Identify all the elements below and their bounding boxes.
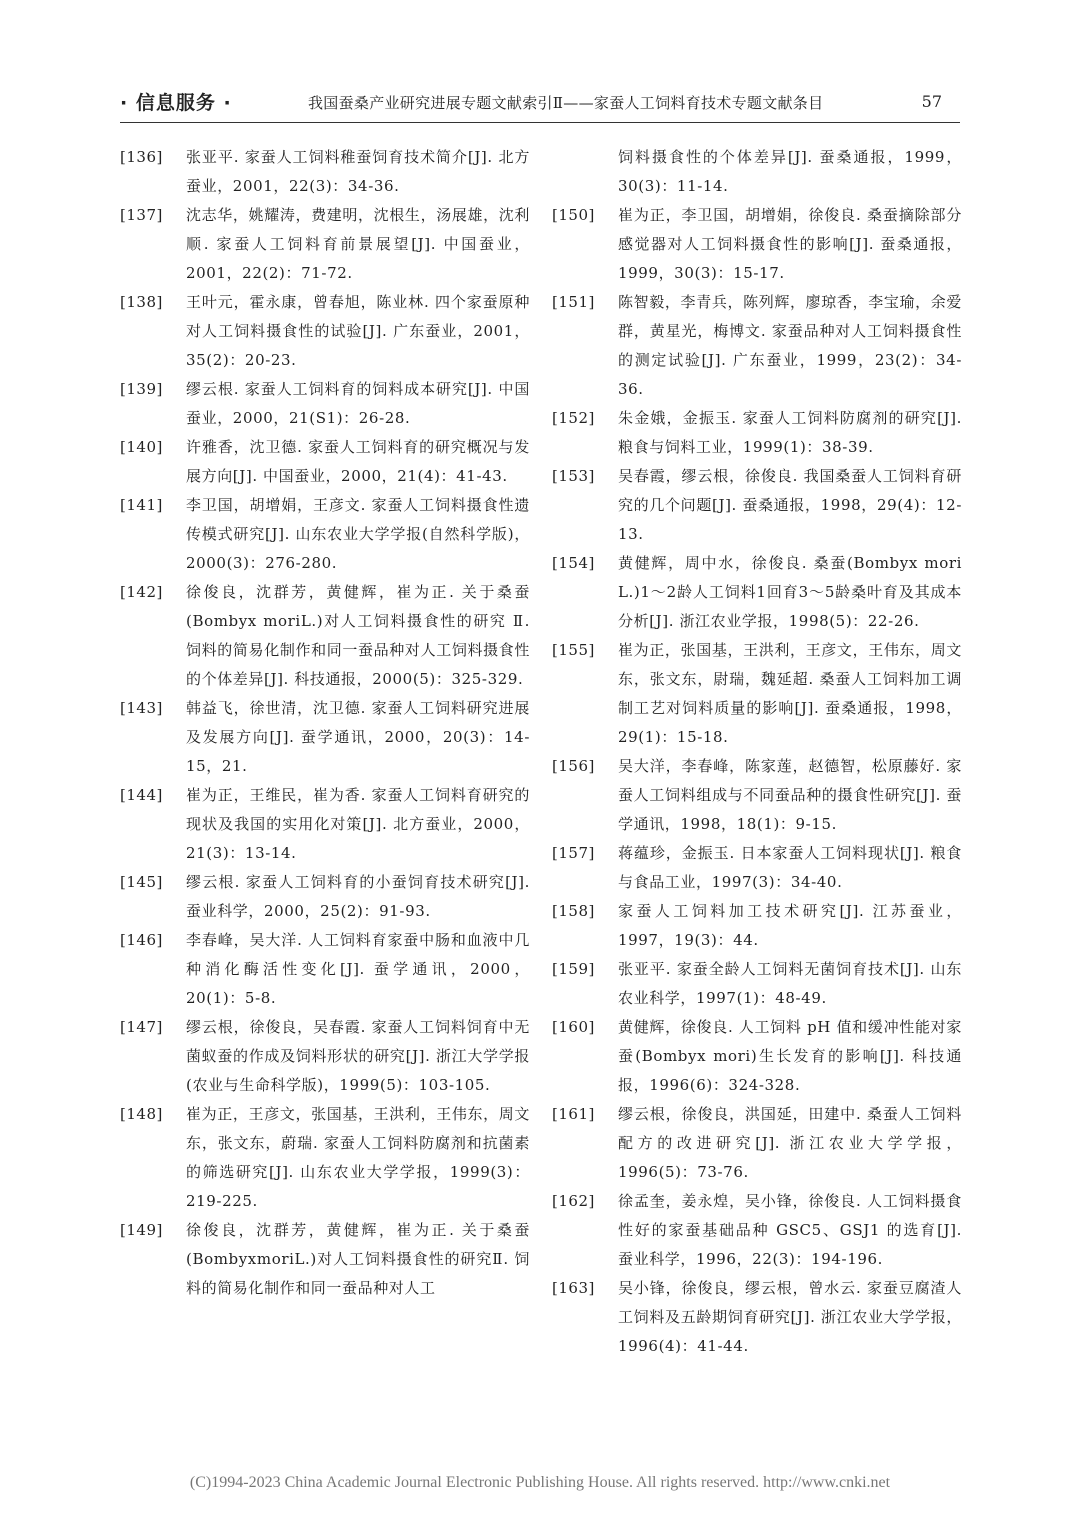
- reference-number: [138]: [120, 293, 163, 311]
- reference-entry: [120, 375, 530, 433]
- reference-number: [158]: [552, 902, 595, 920]
- reference-entry: [120, 288, 530, 375]
- reference-number: [144]: [120, 786, 163, 804]
- reference-number: [149]: [120, 1221, 163, 1239]
- reference-entry: [552, 288, 962, 404]
- reference-number: [153]: [552, 467, 595, 485]
- reference-text: 黄健辉，周中水，徐俊良. 桑蚕(Bombyx mori L.)1～2龄人工饲料1回育3～5龄桑叶育及其成本分析[J]. 浙江农业学报，1998(5)：22-26.: [618, 554, 962, 630]
- running-title: 我国蚕桑产业研究进展专题文献索引Ⅱ——家蚕人工饲料育技术专题文献条目: [308, 94, 824, 112]
- reference-entry: [120, 694, 530, 781]
- reference-entry: [552, 955, 962, 1013]
- reference-entry: [552, 462, 962, 549]
- reference-text: 陈智毅，李青兵，陈列辉，廖琼香，李宝瑜，余爱群，黄星光，梅博文. 家蚕品种对人工饲料摄食性的测定试验[J]. 广东蚕业，1999，23(2)：34-36.: [618, 293, 962, 398]
- reference-text: 李春峰，吴大洋. 人工饲料育家蚕中肠和血液中几种消化酶活性变化[J]. 蚕学通讯，2000，20(1)：5-8.: [186, 931, 530, 1007]
- reference-number: [162]: [552, 1192, 595, 1210]
- reference-text: 崔为正，张国基，王洪利，王彦文，王伟东，周文东，张文东，尉瑞，魏延超. 桑蚕人工饲料加工调制工艺对饲料质量的影响[J]. 蚕桑通报，1998，29(1)：15-18.: [618, 641, 962, 746]
- reference-number: [145]: [120, 873, 163, 891]
- reference-text: 徐孟奎，姜永煌，吴小锋，徐俊良. 人工饲料摄食性好的家蚕基础品种 GSC5、GSJ1 的选育[J]. 蚕业科学，1996，22(3)：194-196.: [618, 1192, 962, 1268]
- reference-entry: [120, 781, 530, 868]
- reference-text: 蒋蕴珍，金振玉. 日本家蚕人工饲料现状[J]. 粮食与食品工业，1997(3)：34-40.: [618, 844, 962, 891]
- reference-entry: [552, 839, 962, 897]
- reference-text: 张亚平. 家蚕全龄人工饲料无菌饲育技术[J]. 山东农业科学，1997(1)：48-49.: [618, 960, 962, 1007]
- reference-number: [141]: [120, 496, 163, 514]
- reference-text: 吴春霞，缪云根，徐俊良. 我国桑蚕人工饲料育研究的几个问题[J]. 蚕桑通报，1998，29(4)：12-13.: [618, 467, 962, 543]
- reference-entry: [552, 1274, 962, 1361]
- reference-entry: [120, 433, 530, 491]
- reference-entry: [120, 926, 530, 1013]
- reference-text: 徐俊良，沈群芳，黄健辉，崔为正. 关于桑蚕(Bombyx moriL.)对人工饲料摄食性的研究 Ⅱ. 饲料的简易化制作和同一蚕品种对人工饲料摄食性的个体差异[J]. 科技通报，2000(5)：325-329.: [186, 583, 530, 688]
- reference-entry: [552, 201, 962, 288]
- reference-number: [150]: [552, 206, 595, 224]
- reference-number: [152]: [552, 409, 595, 427]
- reference-text: 张亚平. 家蚕人工饲料稚蚕饲育技术简介[J]. 北方蚕业，2001，22(3)：34-36.: [186, 148, 530, 195]
- reference-text: 李卫国，胡增娟，王彦文. 家蚕人工饲料摄食性遗传模式研究[J]. 山东农业大学学报(自然科学版)，2000(3)：276-280.: [186, 496, 530, 572]
- reference-number: [155]: [552, 641, 595, 659]
- reference-entry: [552, 1100, 962, 1187]
- reference-entry: [120, 1100, 530, 1216]
- reference-entry: [552, 752, 962, 839]
- reference-number: [160]: [552, 1018, 595, 1036]
- reference-text: 许雅香，沈卫德. 家蚕人工饲料育的研究概况与发展方向[J]. 中国蚕业，2000，21(4)：41-43.: [186, 438, 530, 485]
- reference-number: [161]: [552, 1105, 595, 1123]
- reference-number: [156]: [552, 757, 595, 775]
- reference-text: 吴大洋，李春峰，陈家莲，赵德智，松原藤好. 家蚕人工饲料组成与不同蚕品种的摄食性研究[J]. 蚕学通讯，1998，18(1)：9-15.: [618, 757, 962, 833]
- reference-text: 崔为正，王维民，崔为香. 家蚕人工饲料育研究的现状及我国的实用化对策[J]. 北方蚕业，2000，21(3)：13-14.: [186, 786, 530, 862]
- reference-text: 朱金娥，金振玉. 家蚕人工饲料防腐剂的研究[J]. 粮食与饲料工业，1999(1)：38-39.: [618, 409, 962, 456]
- right-column: [552, 143, 962, 1361]
- reference-text: 家蚕人工饲料加工技术研究[J]. 江苏蚕业，1997，19(3)：44.: [618, 902, 962, 949]
- reference-number: [143]: [120, 699, 163, 717]
- reference-text: 饲料摄食性的个体差异[J]. 蚕桑通报，1999，30(3)：11-14.: [618, 148, 962, 195]
- copyright-footer: (C)1994-2023 China Academic Journal Electronic Publishing House. All rights reserved. http://www.cnki.net: [189, 1474, 891, 1491]
- reference-number: [151]: [552, 293, 595, 311]
- reference-text: 沈志华，姚耀涛，费建明，沈根生，汤展雄，沈利顺. 家蚕人工饲料育前景展望[J]. 中国蚕业，2001，22(2)：71-72.: [186, 206, 530, 282]
- reference-text: 崔为正，王彦文，张国基，王洪利，王伟东，周文东，张文东，蔚瑞. 家蚕人工饲料防腐剂和抗菌素的筛选研究[J]. 山东农业大学学报，1999(3)：219-225.: [186, 1105, 530, 1210]
- reference-text: 黄健辉，徐俊良. 人工饲料 pH 值和缓冲性能对家蚕(Bombyx mori)生长发育的影响[J]. 科技通报，1996(6)：324-328.: [618, 1018, 962, 1094]
- reference-number: [159]: [552, 960, 595, 978]
- reference-text: 崔为正，李卫国，胡增娟，徐俊良. 桑蚕摘除部分感觉器对人工饲料摄食性的影响[J]. 蚕桑通报，1999，30(3)：15-17.: [618, 206, 962, 282]
- reference-text: 徐俊良，沈群芳，黄健辉，崔为正. 关于桑蚕(BombyxmoriL.)对人工饲料摄食性的研究Ⅱ. 饲料的简易化制作和同一蚕品种对人工: [186, 1221, 530, 1297]
- reference-number: [139]: [120, 380, 163, 398]
- reference-entry: [552, 897, 962, 955]
- reference-number: [163]: [552, 1279, 595, 1297]
- reference-entry: [552, 404, 962, 462]
- reference-number: [136]: [120, 148, 163, 166]
- reference-number: [142]: [120, 583, 163, 601]
- reference-number: [146]: [120, 931, 163, 949]
- reference-entry: [120, 1013, 530, 1100]
- reference-text: 缪云根，徐俊良，洪国延，田建中. 桑蚕人工饲料配方的改进研究[J]. 浙江农业大学学报，1996(5)：73-76.: [618, 1105, 962, 1181]
- section-label: · 信息服务 ·: [120, 92, 232, 114]
- reference-number: [140]: [120, 438, 163, 456]
- reference-entry: [552, 143, 962, 201]
- reference-number: [137]: [120, 206, 163, 224]
- reference-number: [154]: [552, 554, 595, 572]
- reference-number: [147]: [120, 1018, 163, 1036]
- reference-text: 韩益飞，徐世清，沈卫德. 家蚕人工饲料研究进展及发展方向[J]. 蚕学通讯，2000，20(3)：14-15，21.: [186, 699, 530, 775]
- reference-entry: [120, 201, 530, 288]
- reference-entry: [120, 868, 530, 926]
- reference-text: 缪云根. 家蚕人工饲料育的饲料成本研究[J]. 中国蚕业，2000，21(S1)：26-28.: [186, 380, 530, 427]
- reference-text: 王叶元，霍永康，曾春旭，陈业林. 四个家蚕原种对人工饲料摄食性的试验[J]. 广东蚕业，2001，35(2)：20-23.: [186, 293, 530, 369]
- reference-number: [157]: [552, 844, 595, 862]
- reference-entry: [552, 549, 962, 636]
- left-column: [120, 143, 530, 1303]
- reference-entry: [120, 1216, 530, 1303]
- page-header: [120, 88, 960, 123]
- reference-entry: [552, 1013, 962, 1100]
- reference-entry: [552, 1187, 962, 1274]
- reference-text: 缪云根. 家蚕人工饲料育的小蚕饲育技术研究[J]. 蚕业科学，2000，25(2)：91-93.: [186, 873, 530, 920]
- reference-entry: [120, 143, 530, 201]
- reference-entry: [120, 578, 530, 694]
- reference-text: 吴小锋，徐俊良，缪云根，曾水云. 家蚕豆腐渣人工饲料及五龄期饲育研究[J]. 浙江农业大学学报，1996(4)：41-44.: [618, 1279, 962, 1355]
- reference-text: 缪云根，徐俊良，吴春霞. 家蚕人工饲料饲育中无菌蚁蚕的作成及饲料形状的研究[J]. 浙江大学学报(农业与生命科学版)，1999(5)：103-105.: [186, 1018, 530, 1094]
- page-number: 57: [921, 92, 942, 111]
- reference-number: [148]: [120, 1105, 163, 1123]
- reference-entry: [120, 491, 530, 578]
- reference-entry: [552, 636, 962, 752]
